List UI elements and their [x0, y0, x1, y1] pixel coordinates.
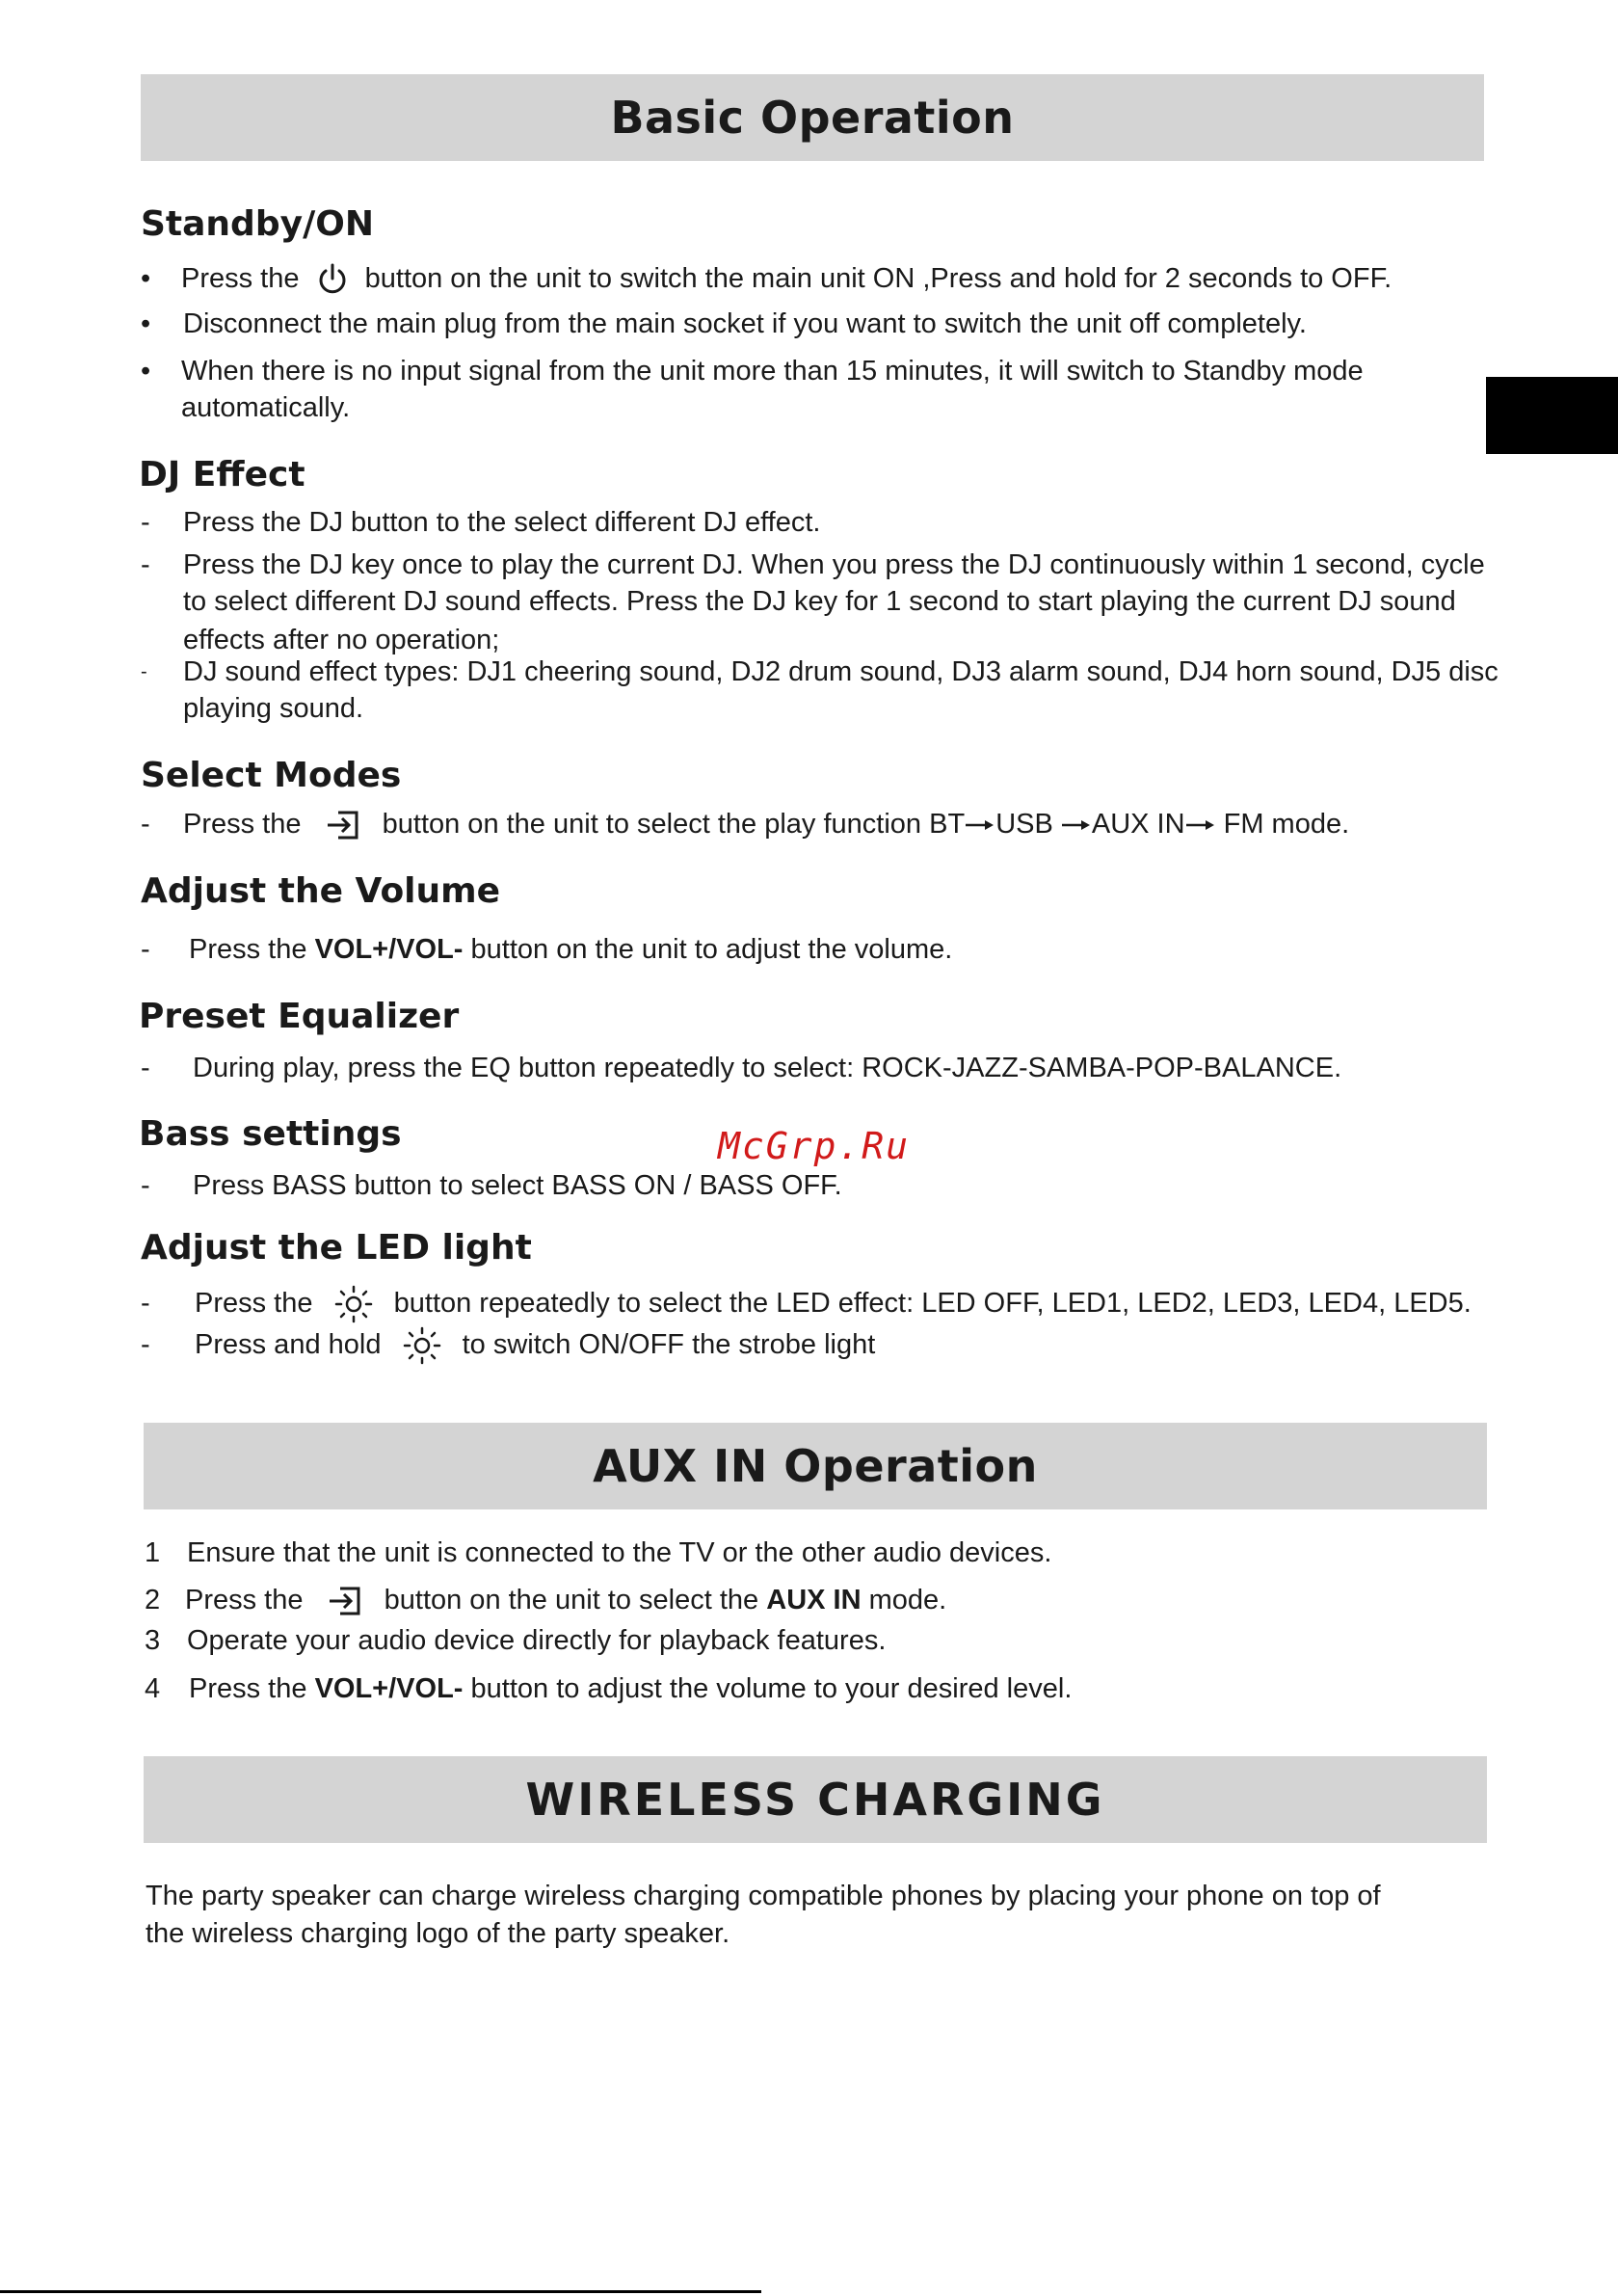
dj-item-2-line-2: to select different DJ sound effects. Press the DJ key for 1 second to start playing the current DJ sound	[183, 586, 1456, 617]
text: Press the	[189, 934, 315, 965]
wireless-text-line-1: The party speaker can charge wireless charging compatible phones by placing your phone on top of	[146, 1881, 1381, 1911]
aux-step-2	[185, 1582, 946, 1618]
bass-item: Press BASS button to select BASS ON / BASS OFF.	[193, 1170, 842, 1201]
text: USB	[995, 809, 1061, 840]
dj-item-3-line-1: DJ sound effect types: DJ1 cheering sound, DJ2 drum sound, DJ3 alarm sound, DJ4 horn sound, DJ5 disc	[183, 656, 1499, 687]
eq-item: During play, press the EQ button repeatedly to select: ROCK-JAZZ-SAMBA-POP-BALANCE.	[193, 1053, 1342, 1083]
text: AUX IN	[1091, 809, 1185, 840]
wireless-text-line-2: the wireless charging logo of the party speaker.	[146, 1918, 730, 1949]
step-number: 4	[145, 1673, 161, 1704]
section-banner-basic-operation	[141, 74, 1484, 161]
power-icon	[317, 263, 348, 296]
dash-marker: -	[141, 1329, 150, 1360]
bullet-marker: •	[141, 356, 151, 387]
watermark: McGrp.Ru	[718, 1125, 911, 1167]
dash-marker: -	[141, 661, 147, 682]
aux-step-1: Ensure that the unit is connected to the TV or the other audio devices.	[187, 1537, 1052, 1568]
dj-item-2-line-3: effects after no operation;	[183, 625, 500, 655]
dash-marker: -	[141, 1053, 150, 1083]
heading-adjust-led: Adjust the LED light	[141, 1228, 532, 1268]
arrow-right-icon	[966, 819, 995, 831]
arrow-right-icon	[1062, 819, 1091, 831]
source-input-icon	[327, 1586, 361, 1616]
text: button on the unit to adjust the volume.	[463, 934, 953, 965]
dj-item-3-line-2: playing sound.	[183, 693, 364, 724]
text: button on the unit to switch the main unit ON ,Press and hold for 2 seconds to OFF.	[364, 263, 1393, 294]
volume-item	[189, 931, 952, 968]
aux-in-key-label: AUX IN	[766, 1585, 862, 1615]
heading-select-modes: Select Modes	[141, 756, 402, 795]
dj-item-1: Press the DJ button to the select different DJ effect.	[183, 507, 821, 538]
modes-item	[183, 806, 1349, 842]
standby-item-1	[181, 260, 1392, 297]
volume-key-label: VOL+/VOL-	[314, 934, 464, 965]
bullet-marker: •	[141, 263, 151, 294]
step-number: 2	[145, 1585, 161, 1615]
text: Press the	[183, 809, 302, 840]
aux-step-3: Operate your audio device directly for playback features.	[187, 1625, 887, 1656]
heading-adjust-volume: Adjust the Volume	[141, 871, 501, 911]
dash-marker: -	[141, 934, 150, 965]
volume-key-label: VOL+/VOL-	[314, 1673, 464, 1704]
section-banner-wireless-charging	[144, 1756, 1487, 1843]
dash-marker: -	[141, 549, 150, 580]
text: mode.	[861, 1585, 947, 1615]
heading-dj-effect: DJ Effect	[139, 455, 305, 494]
heading-preset-equalizer: Preset Equalizer	[139, 997, 460, 1036]
text: to switch ON/OFF the strobe light	[462, 1329, 876, 1360]
sun-icon	[334, 1285, 373, 1323]
section-title: AUX IN Operation	[593, 1440, 1038, 1492]
standby-item-2: Disconnect the main plug from the main socket if you want to switch the unit off completely.	[183, 308, 1307, 339]
footer-rule	[0, 2290, 761, 2293]
dj-item-2-line-1: Press the DJ key once to play the current DJ. When you press the DJ continuously within 1 second, cycle	[183, 549, 1485, 580]
text: Press the	[185, 1585, 304, 1615]
text: Press the	[181, 263, 300, 294]
led-item-1	[195, 1285, 1472, 1323]
dash-marker: -	[141, 1288, 150, 1319]
step-number: 3	[145, 1625, 161, 1656]
section-title: WIRELESS CHARGING	[525, 1774, 1105, 1826]
dash-marker: -	[141, 1170, 150, 1201]
heading-standby: Standby/ON	[141, 204, 374, 244]
text: button repeatedly to select the LED effect: LED OFF, LED1, LED2, LED3, LED4, LED5.	[393, 1288, 1472, 1319]
source-input-icon	[325, 810, 359, 841]
text: Press the	[189, 1673, 315, 1704]
sun-icon	[403, 1326, 441, 1365]
page-tab-marker	[1486, 377, 1618, 454]
heading-bass-settings: Bass settings	[139, 1114, 402, 1154]
text: FM mode.	[1215, 809, 1350, 840]
aux-step-4	[189, 1670, 1072, 1707]
standby-item-3-line-1: When there is no input signal from the unit more than 15 minutes, it will switch to Standby mode	[181, 356, 1364, 387]
section-banner-aux-in	[144, 1423, 1487, 1509]
step-number: 1	[145, 1537, 161, 1568]
bullet-marker: •	[141, 308, 151, 339]
text: button on the unit to select the play function BT	[382, 809, 966, 840]
text: Press and hold	[195, 1329, 382, 1360]
arrow-right-icon	[1186, 819, 1215, 831]
text: button on the unit to select the	[384, 1585, 767, 1615]
section-title: Basic Operation	[610, 92, 1015, 144]
led-item-2	[195, 1326, 875, 1365]
standby-item-3-line-2: automatically.	[181, 392, 351, 423]
dash-marker: -	[141, 507, 150, 538]
text: Press the	[195, 1288, 313, 1319]
text: button to adjust the volume to your desired level.	[463, 1673, 1073, 1704]
dash-marker: -	[141, 809, 150, 840]
